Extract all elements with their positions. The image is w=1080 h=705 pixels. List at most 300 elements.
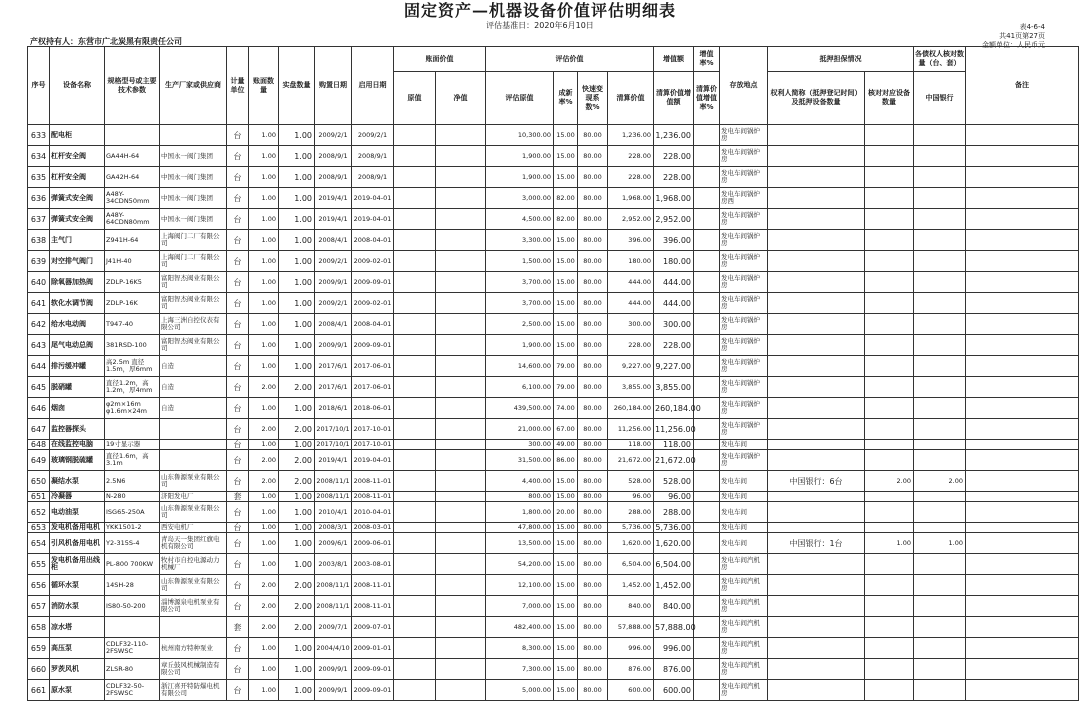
cell-orig bbox=[394, 450, 436, 471]
cell-eval-orig: 54,200.00 bbox=[486, 554, 554, 575]
col-newness: 成新率% bbox=[554, 72, 578, 125]
cell-pledge-holder bbox=[768, 638, 865, 659]
cell-book-qty: 2.00 bbox=[249, 419, 279, 440]
cell-newness: 15.00 bbox=[554, 533, 578, 554]
cell-china-bank bbox=[914, 167, 966, 188]
cell-maker: 山东鲁源泵业有限公司 bbox=[160, 502, 227, 523]
cell-actual-qty: 1.00 bbox=[279, 638, 315, 659]
cell-name: 对空排气阀门 bbox=[50, 251, 105, 272]
cell-orig bbox=[394, 471, 436, 492]
cell-liquid-value: 228.00 bbox=[608, 146, 654, 167]
cell-fast-rate: 80.00 bbox=[578, 356, 608, 377]
cell-orig bbox=[394, 680, 436, 701]
cell-net bbox=[436, 596, 486, 617]
table-row bbox=[28, 492, 1079, 502]
col-spec: 规格型号或主要技术参数 bbox=[105, 47, 160, 125]
cell-eval-orig: 7,300.00 bbox=[486, 659, 554, 680]
cell-newness: 15.00 bbox=[554, 335, 578, 356]
cell-start-date: 2009-09-01 bbox=[352, 272, 394, 293]
cell-maker: 上海三洲自控仪表有限公司 bbox=[160, 314, 227, 335]
cell-spec: IS80-50-200 bbox=[105, 596, 160, 617]
cell-book-qty: 1.00 bbox=[249, 440, 279, 450]
cell-unit: 台 bbox=[227, 523, 249, 533]
cell-liquid-increase: 228.00 bbox=[654, 167, 694, 188]
cell-unit: 台 bbox=[227, 293, 249, 314]
cell-pledge-holder bbox=[768, 596, 865, 617]
cell-liquid-rate bbox=[694, 659, 720, 680]
cell-book-qty: 1.00 bbox=[249, 272, 279, 293]
cell-unit: 套 bbox=[227, 617, 249, 638]
cell-actual-qty: 1.00 bbox=[279, 125, 315, 146]
cell-pledge-holder bbox=[768, 230, 865, 251]
cell-actual-qty: 1.00 bbox=[279, 272, 315, 293]
cell-liquid-value: 996.00 bbox=[608, 638, 654, 659]
cell-pledge-verified bbox=[865, 419, 914, 440]
cell-book-qty: 1.00 bbox=[249, 502, 279, 523]
cell-seq: 639 bbox=[28, 251, 50, 272]
cell-liquid-increase: 1,236.00 bbox=[654, 125, 694, 146]
cell-remark bbox=[966, 251, 1079, 272]
cell-buy-date: 2008/11/1 bbox=[315, 471, 352, 492]
cell-actual-qty: 2.00 bbox=[279, 596, 315, 617]
cell-seq: 649 bbox=[28, 450, 50, 471]
currency-unit: 金额单位：人民币元 bbox=[982, 41, 1045, 49]
cell-actual-qty: 1.00 bbox=[279, 554, 315, 575]
table-row bbox=[28, 523, 1079, 533]
cell-pledge-holder bbox=[768, 146, 865, 167]
cell-unit: 台 bbox=[227, 533, 249, 554]
cell-newness: 15.00 bbox=[554, 471, 578, 492]
cell-fast-rate: 80.00 bbox=[578, 293, 608, 314]
cell-book-qty: 1.00 bbox=[249, 146, 279, 167]
col-pledge: 抵押担保情况 bbox=[768, 47, 914, 72]
cell-start-date: 2019-04-01 bbox=[352, 188, 394, 209]
cell-china-bank bbox=[914, 188, 966, 209]
cell-spec: ZDLP-16K5 bbox=[105, 272, 160, 293]
cell-maker: 富阳智杰阀业有限公司 bbox=[160, 272, 227, 293]
cell-book-qty: 1.00 bbox=[249, 167, 279, 188]
cell-start-date: 2019-04-01 bbox=[352, 450, 394, 471]
col-location: 存放地点 bbox=[720, 47, 768, 125]
cell-pledge-verified bbox=[865, 440, 914, 450]
col-maker: 生产厂家或供应商 bbox=[160, 47, 227, 125]
cell-name: 弹簧式安全阀 bbox=[50, 209, 105, 230]
cell-start-date: 2008-03-01 bbox=[352, 523, 394, 533]
cell-pledge-holder bbox=[768, 492, 865, 502]
cell-buy-date: 2008/11/1 bbox=[316, 492, 350, 500]
cell-remark bbox=[966, 398, 1079, 419]
cell-liquid-increase: 9,227.00 bbox=[654, 356, 694, 377]
cell-location: 发电车间汽机房 bbox=[720, 617, 768, 638]
cell-pledge-verified bbox=[865, 617, 914, 638]
cell-seq: 650 bbox=[28, 471, 50, 492]
cell-location: 发电车间 bbox=[720, 523, 768, 533]
cell-buy-date: 2017/6/1 bbox=[315, 356, 352, 377]
cell-unit: 台 bbox=[227, 314, 249, 335]
cell-location: 发电车间汽机房 bbox=[720, 659, 768, 680]
cell-seq: 661 bbox=[28, 680, 50, 701]
col-unit: 计量单位 bbox=[227, 47, 249, 125]
cell-eval-orig: 300.00 bbox=[486, 440, 554, 450]
cell-location: 发电车间汽机房 bbox=[720, 680, 768, 701]
cell-newness: 15.00 bbox=[554, 680, 578, 701]
cell-location: 发电车间锅炉房 bbox=[720, 450, 768, 471]
cell-actual-qty: 1.00 bbox=[279, 335, 315, 356]
cell-liquid-value: 21,672.00 bbox=[608, 450, 654, 471]
cell-eval-orig: 3,000.00 bbox=[486, 188, 554, 209]
cell-name: 凝结水泵 bbox=[50, 471, 105, 492]
cell-china-bank bbox=[914, 125, 966, 146]
cell-location: 发电车间锅炉房 bbox=[720, 209, 768, 230]
cell-remark bbox=[966, 617, 1079, 638]
cell-fast-rate: 80.00 bbox=[578, 523, 608, 533]
cell-net bbox=[436, 251, 486, 272]
cell-maker: 牧村市自控电源动力机械厂 bbox=[160, 554, 227, 575]
cell-name: 烟囱 bbox=[50, 398, 105, 419]
cell-liquid-rate bbox=[694, 377, 720, 398]
cell-china-bank bbox=[914, 314, 966, 335]
cell-china-bank bbox=[914, 377, 966, 398]
cell-orig bbox=[394, 523, 436, 533]
cell-seq: 647 bbox=[28, 419, 50, 440]
cell-seq: 644 bbox=[28, 356, 50, 377]
cell-eval-orig: 1,900.00 bbox=[486, 146, 554, 167]
cell-liquid-rate bbox=[694, 554, 720, 575]
cell-buy-date: 2009/7/1 bbox=[315, 617, 352, 638]
cell-pledge-verified bbox=[865, 125, 914, 146]
cell-liquid-rate bbox=[694, 502, 720, 523]
cell-liquid-value: 528.00 bbox=[608, 471, 654, 492]
cell-eval-orig: 2,500.00 bbox=[486, 314, 554, 335]
cell-seq: 648 bbox=[28, 440, 50, 450]
cell-name: 尾气电动总阀 bbox=[50, 335, 105, 356]
cell-liquid-rate bbox=[694, 450, 720, 471]
cell-net bbox=[436, 335, 486, 356]
cell-buy-date: 2008/11/1 bbox=[315, 596, 352, 617]
cell-china-bank bbox=[914, 575, 966, 596]
cell-pledge-verified bbox=[865, 554, 914, 575]
cell-location: 发电车间 bbox=[720, 533, 768, 554]
cell-name: 弹簧式安全阀 bbox=[50, 188, 105, 209]
cell-seq: 634 bbox=[28, 146, 50, 167]
col-eval-orig: 评估原值 bbox=[486, 72, 554, 125]
cell-pledge-holder: 中国银行：1台 bbox=[768, 533, 865, 554]
col-name: 设备名称 bbox=[50, 47, 105, 125]
cell-spec: CDLF32-110-2FSWSC bbox=[105, 638, 160, 659]
cell-buy-date: 2009/9/1 bbox=[315, 680, 352, 701]
cell-actual-qty: 1.00 bbox=[279, 314, 315, 335]
cell-remark bbox=[966, 314, 1079, 335]
cell-actual-qty: 1.00 bbox=[279, 230, 315, 251]
cell-liquid-rate bbox=[694, 125, 720, 146]
cell-remark bbox=[966, 533, 1079, 554]
col-start-date: 启用日期 bbox=[352, 47, 394, 125]
cell-book-qty: 1.00 bbox=[249, 680, 279, 701]
cell-actual-qty: 1.00 bbox=[279, 523, 315, 533]
cell-china-bank bbox=[914, 492, 966, 502]
cell-liquid-rate bbox=[694, 167, 720, 188]
cell-maker bbox=[160, 419, 227, 440]
owner-line: 产权持有人：东营市广北炭黑有限责任公司 bbox=[30, 37, 182, 46]
cell-name: 配电柜 bbox=[50, 125, 105, 146]
cell-china-bank bbox=[914, 230, 966, 251]
cell-china-bank bbox=[914, 419, 966, 440]
cell-liquid-value: 260,184.00 bbox=[608, 398, 654, 419]
cell-location: 发电车间锅炉房 bbox=[720, 272, 768, 293]
col-china-bank: 中国银行 bbox=[914, 72, 966, 125]
col-remark: 备注 bbox=[966, 47, 1079, 125]
cell-eval-orig: 439,500.00 bbox=[486, 398, 554, 419]
cell-unit: 台 bbox=[227, 680, 249, 701]
cell-start-date: 2009-07-01 bbox=[352, 617, 394, 638]
cell-book-qty: 2.00 bbox=[249, 450, 279, 471]
cell-remark bbox=[966, 419, 1079, 440]
cell-seq: 633 bbox=[28, 125, 50, 146]
cell-unit: 套 bbox=[227, 492, 249, 502]
cell-liquid-increase: 840.00 bbox=[654, 596, 694, 617]
cell-remark bbox=[966, 638, 1079, 659]
cell-name: 消防水泵 bbox=[50, 596, 105, 617]
cell-fast-rate: 80.00 bbox=[578, 167, 608, 188]
cell-pledge-verified bbox=[865, 377, 914, 398]
cell-newness: 86.00 bbox=[554, 450, 578, 471]
cell-start-date: 2017-10-01 bbox=[352, 440, 394, 450]
cell-net bbox=[436, 419, 486, 440]
cell-liquid-rate bbox=[694, 575, 720, 596]
cell-start-date: 2008-04-01 bbox=[352, 230, 394, 251]
cell-liquid-increase: 444.00 bbox=[654, 293, 694, 314]
cell-fast-rate: 80.00 bbox=[578, 377, 608, 398]
cell-liquid-rate bbox=[694, 356, 720, 377]
cell-book-qty: 1.00 bbox=[249, 230, 279, 251]
cell-book-qty: 1.00 bbox=[249, 335, 279, 356]
cell-book-qty: 2.00 bbox=[249, 471, 279, 492]
cell-book-qty: 2.00 bbox=[249, 617, 279, 638]
cell-unit: 台 bbox=[227, 377, 249, 398]
cell-book-qty: 1.00 bbox=[249, 638, 279, 659]
table-row bbox=[28, 335, 1079, 356]
cell-newness: 20.00 bbox=[554, 502, 578, 523]
col-seq: 序号 bbox=[28, 47, 50, 125]
cell-location: 发电车间锅炉房 bbox=[720, 125, 768, 146]
cell-orig bbox=[394, 251, 436, 272]
cell-pledge-verified bbox=[865, 398, 914, 419]
cell-fast-rate: 80.00 bbox=[578, 638, 608, 659]
cell-fast-rate: 80.00 bbox=[578, 492, 608, 502]
cell-book-qty: 1.00 bbox=[249, 293, 279, 314]
cell-remark bbox=[966, 596, 1079, 617]
cell-spec: φ2m×16m φ1.6m×24m bbox=[105, 398, 160, 419]
cell-pledge-holder bbox=[768, 314, 865, 335]
cell-newness: 15.00 bbox=[554, 617, 578, 638]
cell-liquid-increase: 57,888.00 bbox=[654, 617, 694, 638]
cell-pledge-holder bbox=[768, 167, 865, 188]
cell-actual-qty: 2.00 bbox=[279, 419, 315, 440]
cell-actual-qty: 1.00 bbox=[279, 492, 315, 502]
table-row bbox=[28, 575, 1079, 596]
cell-liquid-value: 1,452.00 bbox=[608, 575, 654, 596]
cell-spec: GA44H-64 bbox=[105, 146, 160, 167]
cell-orig bbox=[394, 146, 436, 167]
cell-name: 监控器探头 bbox=[50, 419, 105, 440]
page-number: 共41页第27页 bbox=[999, 32, 1045, 40]
cell-orig bbox=[394, 617, 436, 638]
cell-name: 杠杆安全阀 bbox=[50, 167, 105, 188]
cell-pledge-verified bbox=[865, 356, 914, 377]
table-row bbox=[28, 230, 1079, 251]
cell-remark bbox=[966, 471, 1079, 492]
cell-liquid-rate bbox=[694, 471, 720, 492]
cell-spec: A48Y-64CDN80mm bbox=[105, 209, 160, 230]
cell-location: 发电车间锅炉房 bbox=[720, 419, 768, 440]
cell-name: 发电机备用电机 bbox=[50, 523, 105, 533]
cell-liquid-value: 1,968.00 bbox=[608, 188, 654, 209]
cell-location: 发电车间 bbox=[720, 492, 768, 502]
cell-actual-qty: 2.00 bbox=[279, 450, 315, 471]
cell-location: 发电车间锅炉房 bbox=[720, 167, 768, 188]
cell-orig bbox=[394, 492, 436, 502]
cell-pledge-holder bbox=[768, 398, 865, 419]
cell-fast-rate: 80.00 bbox=[578, 125, 608, 146]
form-number: 表4-6-4 bbox=[1019, 23, 1045, 31]
cell-china-bank bbox=[914, 554, 966, 575]
cell-maker: 西安电机厂 bbox=[160, 523, 227, 533]
table-row bbox=[28, 209, 1079, 230]
cell-liquid-increase: 180.00 bbox=[654, 251, 694, 272]
cell-maker bbox=[160, 450, 227, 471]
cell-unit: 台 bbox=[227, 638, 249, 659]
cell-fast-rate: 80.00 bbox=[578, 419, 608, 440]
cell-maker: 山东鲁源泵业有限公司 bbox=[160, 471, 227, 492]
cell-liquid-increase: 600.00 bbox=[654, 680, 694, 701]
cell-location: 发电车间汽机房 bbox=[720, 638, 768, 659]
cell-spec: 381RSD-100 bbox=[105, 335, 160, 356]
cell-fast-rate: 80.00 bbox=[578, 209, 608, 230]
cell-pledge-holder bbox=[768, 272, 865, 293]
cell-maker: 章丘鼓风机械制造有限公司 bbox=[160, 659, 227, 680]
cell-eval-orig: 3,700.00 bbox=[486, 272, 554, 293]
cell-maker: 杭州南方特种泵业 bbox=[160, 638, 227, 659]
cell-pledge-holder bbox=[768, 680, 865, 701]
cell-fast-rate: 80.00 bbox=[578, 502, 608, 523]
cell-seq: 638 bbox=[28, 230, 50, 251]
cell-spec: ISG65-250A bbox=[105, 502, 160, 523]
cell-buy-date: 2008/4/1 bbox=[315, 314, 352, 335]
cell-liquid-increase: 228.00 bbox=[654, 146, 694, 167]
cell-start-date: 2017-10-01 bbox=[352, 419, 394, 440]
cell-seq: 636 bbox=[28, 188, 50, 209]
cell-maker: 富阳智杰阀业有限公司 bbox=[160, 293, 227, 314]
cell-net bbox=[436, 125, 486, 146]
cell-net bbox=[436, 471, 486, 492]
cell-remark bbox=[966, 680, 1079, 701]
cell-name: 冷凝器 bbox=[50, 492, 105, 502]
cell-pledge-holder: 中国银行：6台 bbox=[768, 471, 865, 492]
cell-net bbox=[436, 680, 486, 701]
table-row bbox=[28, 680, 1079, 701]
cell-actual-qty: 1.00 bbox=[279, 659, 315, 680]
cell-fast-rate: 80.00 bbox=[578, 575, 608, 596]
cell-eval-orig: 1,900.00 bbox=[486, 167, 554, 188]
cell-location: 发电车间锅炉房 bbox=[720, 335, 768, 356]
cell-location: 发电车间汽机房 bbox=[720, 575, 768, 596]
cell-name: 排污缓冲罐 bbox=[50, 356, 105, 377]
cell-liquid-rate bbox=[694, 617, 720, 638]
cell-fast-rate: 80.00 bbox=[578, 617, 608, 638]
cell-eval-orig: 12,100.00 bbox=[486, 575, 554, 596]
cell-fast-rate: 80.00 bbox=[578, 314, 608, 335]
cell-net bbox=[436, 617, 486, 638]
cell-remark bbox=[966, 492, 1079, 502]
table-row bbox=[28, 314, 1079, 335]
cell-unit: 台 bbox=[227, 575, 249, 596]
table-row bbox=[28, 272, 1079, 293]
cell-seq: 643 bbox=[28, 335, 50, 356]
cell-book-qty: 1.00 bbox=[249, 209, 279, 230]
col-actual-qty: 实盘数量 bbox=[279, 47, 315, 125]
cell-newness: 15.00 bbox=[554, 167, 578, 188]
cell-liquid-increase: 300.00 bbox=[654, 314, 694, 335]
cell-seq: 635 bbox=[28, 167, 50, 188]
cell-unit: 台 bbox=[227, 419, 249, 440]
cell-spec: 直径1.2m，高1.2m，厚4mm bbox=[105, 377, 160, 398]
table-row bbox=[28, 659, 1079, 680]
cell-fast-rate: 80.00 bbox=[578, 659, 608, 680]
cell-liquid-rate bbox=[694, 680, 720, 701]
cell-liquid-increase: 444.00 bbox=[654, 272, 694, 293]
cell-liquid-increase: 1,452.00 bbox=[654, 575, 694, 596]
cell-seq: 659 bbox=[28, 638, 50, 659]
table-row bbox=[28, 293, 1079, 314]
col-book-value: 账面价值 bbox=[394, 47, 486, 72]
cell-eval-orig: 482,400.00 bbox=[486, 617, 554, 638]
cell-pledge-holder bbox=[768, 554, 865, 575]
cell-china-bank bbox=[914, 523, 966, 533]
cell-china-bank bbox=[914, 335, 966, 356]
cell-pledge-holder bbox=[768, 450, 865, 471]
cell-newness: 15.00 bbox=[554, 575, 578, 596]
cell-newness: 49.00 bbox=[554, 440, 578, 450]
cell-orig bbox=[394, 272, 436, 293]
cell-unit: 台 bbox=[227, 440, 249, 450]
cell-actual-qty: 1.00 bbox=[279, 398, 315, 419]
cell-pledge-verified: 2.00 bbox=[865, 471, 914, 492]
cell-remark bbox=[966, 335, 1079, 356]
cell-pledge-verified bbox=[865, 680, 914, 701]
cell-start-date: 2009-09-01 bbox=[352, 335, 394, 356]
cell-spec: ZLSR-80 bbox=[105, 659, 160, 680]
cell-name: 高压泵 bbox=[50, 638, 105, 659]
table-row bbox=[28, 419, 1079, 440]
cell-pledge-holder bbox=[768, 440, 865, 450]
cell-spec: 直径1.6m，高3.1m bbox=[105, 450, 160, 471]
cell-eval-orig: 1,900.00 bbox=[486, 335, 554, 356]
cell-pledge-verified bbox=[865, 523, 914, 533]
cell-name: 罗茨风机 bbox=[50, 659, 105, 680]
cell-pledge-verified bbox=[865, 272, 914, 293]
cell-china-bank bbox=[914, 502, 966, 523]
table-row bbox=[28, 356, 1079, 377]
cell-newness: 15.00 bbox=[554, 659, 578, 680]
cell-seq: 657 bbox=[28, 596, 50, 617]
cell-location: 发电车间锅炉房 bbox=[720, 293, 768, 314]
cell-maker: 浙江喜开特防爆电机有限公司 bbox=[160, 680, 227, 701]
cell-orig bbox=[394, 314, 436, 335]
cell-spec: GA42H-64 bbox=[105, 167, 160, 188]
cell-actual-qty: 1.00 bbox=[279, 146, 315, 167]
cell-location: 发电车间锅炉房 bbox=[720, 146, 768, 167]
cell-newness: 67.00 bbox=[554, 419, 578, 440]
